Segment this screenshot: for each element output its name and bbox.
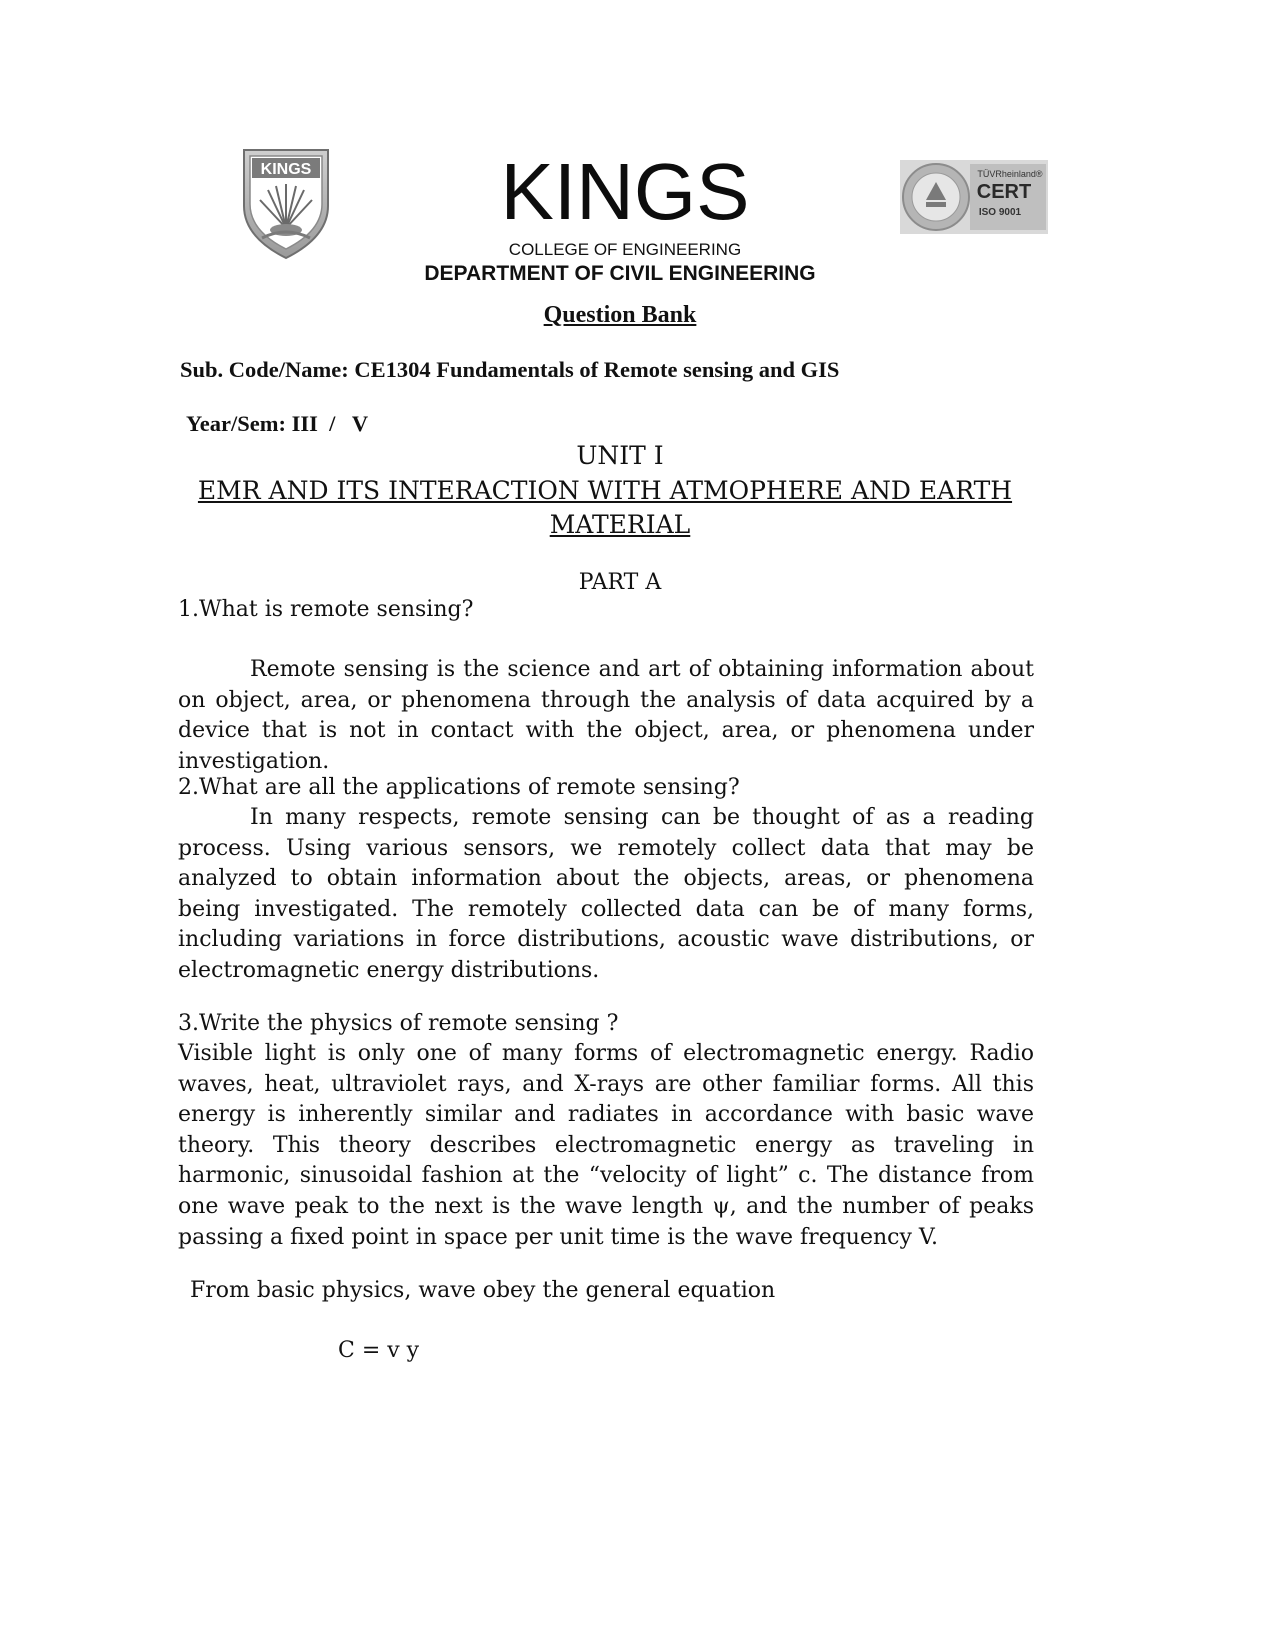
subject-line: Sub. Code/Name: CE1304 Fundamentals of Remote sensing and GIS bbox=[180, 357, 840, 382]
unit-title-line-1: EMR AND ITS INTERACTION WITH ATMOPHERE AND EARTH bbox=[197, 476, 1013, 505]
equation: C = v y bbox=[338, 1338, 420, 1363]
question-1: 1.What is remote sensing? bbox=[178, 597, 474, 622]
year-sem-line: Year/Sem: III / V bbox=[186, 411, 369, 436]
college-name: KINGS bbox=[500, 147, 750, 236]
unit-title-line-2: MATERIAL bbox=[549, 510, 691, 539]
part-heading: PART A bbox=[578, 570, 662, 595]
kings-crest-logo bbox=[240, 148, 332, 260]
answer-2: In many respects, remote sensing can be thought of as a reading process. Using various sensors, we remotely collect data that may be analyzed to obtain information about the objects, areas, or phenomena being investigated. The remotely collected data can be of many forms, including variations in force distributions, acoustic wave distributions, or electromagnetic energy distributions. bbox=[178, 805, 1034, 983]
department-title: DEPARTMENT OF CIVIL ENGINEERING bbox=[424, 262, 816, 285]
doc-type-heading: Question Bank bbox=[543, 302, 697, 328]
answer-3: Visible light is only one of many forms of electromagnetic energy. Radio waves, heat, ultraviolet rays, and X-rays are other familiar forms. All this energy is inherently similar and radiates in accordance with basic wave theory. This theory describes electromagnetic energy as traveling in harmonic, sinusoidal fashion at the “velocity of light” c. The distance from one wave peak to the next is the wave length ψ, and the number of peaks passing a fixed point in space per unit time is the wave frequency V. bbox=[178, 1041, 1034, 1250]
equation-intro: From basic physics, wave obey the general equation bbox=[190, 1278, 776, 1303]
question-3: 3.Write the physics of remote sensing ? bbox=[178, 1011, 619, 1036]
cert-brand-text: TÜVRheinland® bbox=[977, 169, 1043, 179]
tuv-cert-logo bbox=[900, 160, 1048, 234]
cert-text: CERT bbox=[976, 181, 1032, 203]
question-2: 2.What are all the applications of remote sensing? bbox=[178, 775, 740, 800]
iso-text: ISO 9001 bbox=[978, 207, 1022, 218]
answer-1: Remote sensing is the science and art of obtaining information about on object, area, or phenomena through the analysis of data acquired by a device that is not in contact with the object, area, or phenomena under investigation. bbox=[178, 657, 1034, 774]
crest-text: KINGS bbox=[260, 161, 312, 178]
college-subtitle: COLLEGE OF ENGINEERING bbox=[508, 240, 742, 259]
unit-number: UNIT I bbox=[576, 441, 664, 470]
